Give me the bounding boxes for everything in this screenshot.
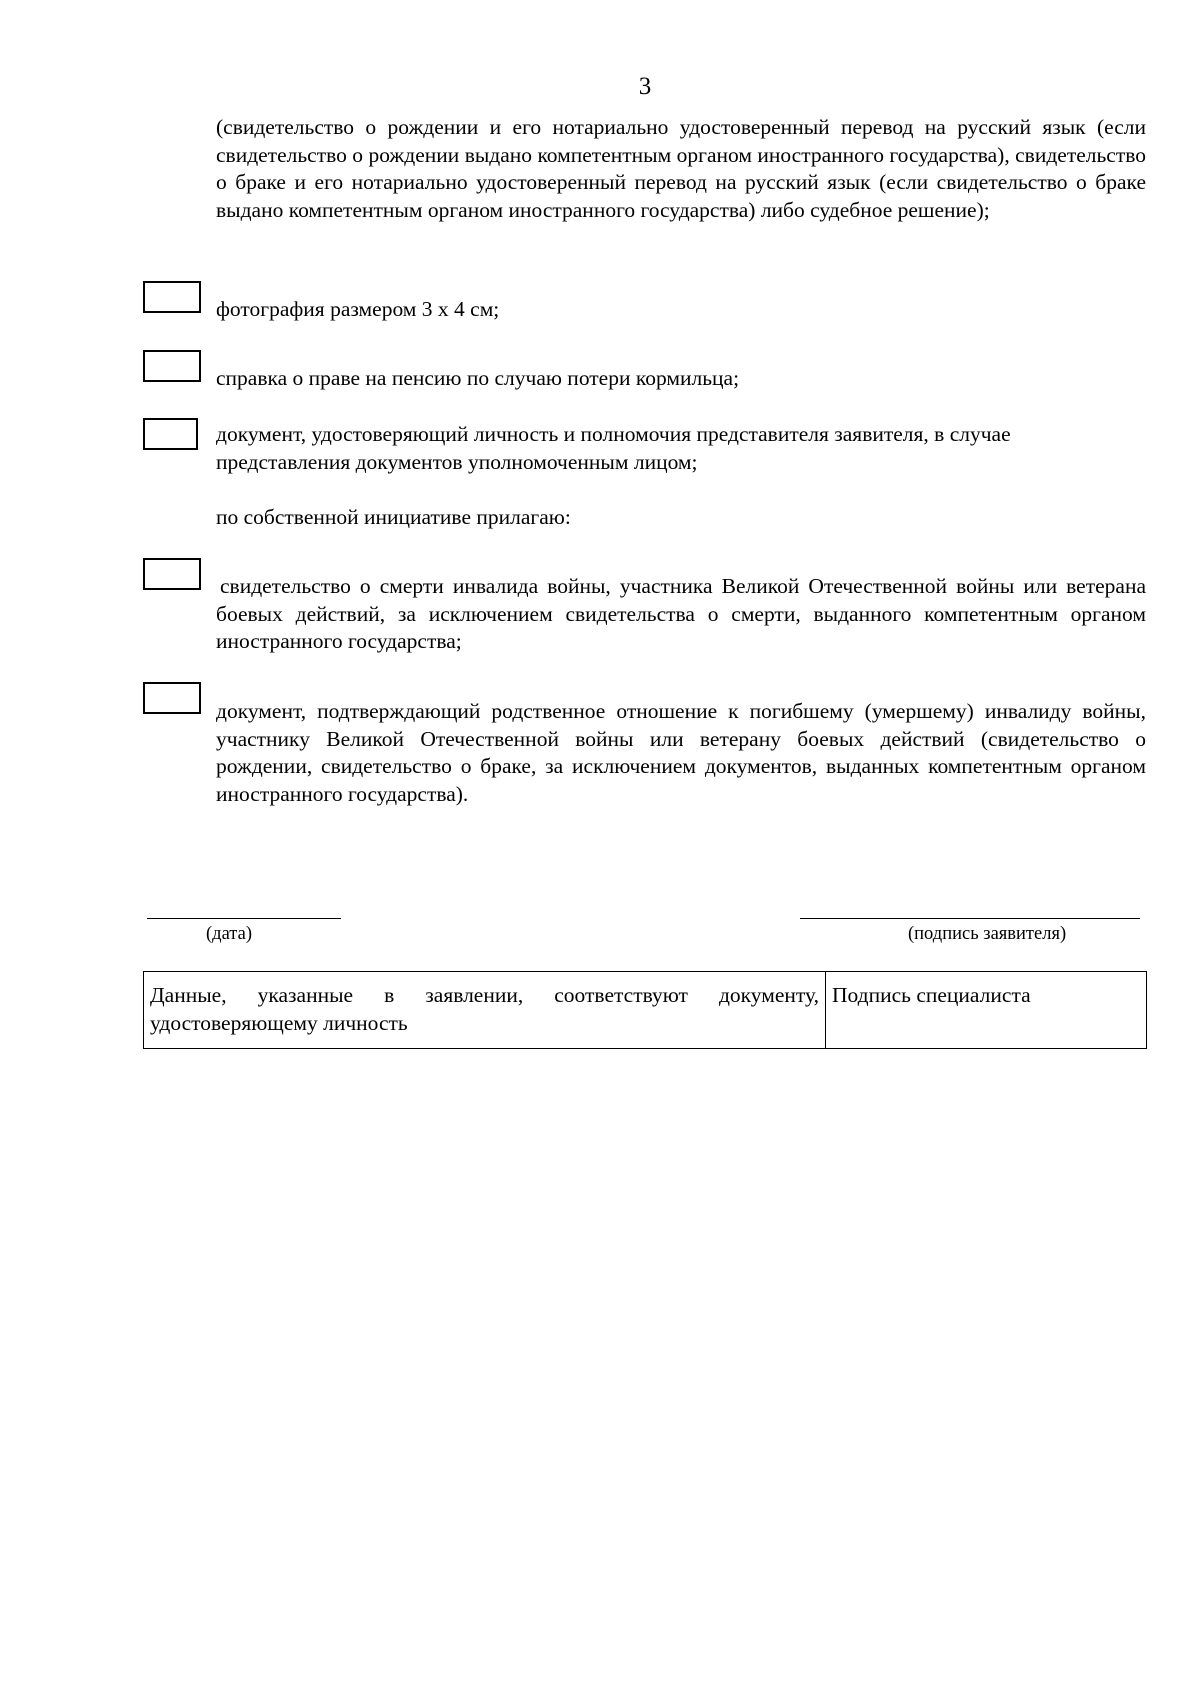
checkbox-photo[interactable] xyxy=(143,281,201,313)
own-initiative-heading: по собственной инициативе прилагаю: xyxy=(216,505,571,529)
checkbox-death-certificate[interactable] xyxy=(143,558,201,590)
checkbox-relationship-document[interactable] xyxy=(143,682,201,714)
page-number: 3 xyxy=(638,73,652,100)
applicant-signature-line xyxy=(800,918,1140,919)
item-photo-label: фотография размером 3 х 4 см; xyxy=(216,297,500,321)
item-death-certificate-label: свидетельство о смерти инвалида войны, участника Великой Отечественной войны или ветерана боевых действий, за исключением свидетельства о смерти, выданного компетентным органом иностранного государства; xyxy=(216,574,1146,653)
intro-continuation-text: (свидетельство о рождении и его нотариально удостоверенный перевод на русский язык (если свидетельство о рождении выдано компетентным органом иностранного государства), свидетельство о браке и его нотариально удостоверенный перевод на русский язык (если свидетельство о браке выдано компетентным органом иностранного государства) либо судебное решение); xyxy=(216,115,1146,222)
checkbox-pension-certificate[interactable] xyxy=(143,350,201,382)
item-representative-document-label: документ, удостоверяющий личность и полномочия представителя заявителя, в случае представления документов уполномоченным лицом; xyxy=(216,422,1011,474)
verification-data-matches-text: Данные, указанные в заявлении, соответствуют документу, удостоверяющему личность xyxy=(144,972,826,1048)
item-relationship-document-label: документ, подтверждающий родственное отношение к погибшему (умершему) инвалиду войны, участнику Великой Отечественной войны или ветерану боевых действий (свидетельство о рождении, свидетельство о браке, за исключением документов, выданных компетентным органом иностранного государства). xyxy=(216,699,1146,806)
item-pension-certificate-label: справка о праве на пенсию по случаю потери кормильца; xyxy=(216,366,740,390)
verification-table xyxy=(143,971,1147,1049)
checkbox-representative-document[interactable] xyxy=(143,418,198,450)
applicant-signature-label: (подпись заявителя) xyxy=(908,924,1067,944)
specialist-signature-cell: Подпись специалиста xyxy=(832,983,1031,1007)
date-signature-line xyxy=(147,918,341,919)
date-label: (дата) xyxy=(206,924,252,944)
